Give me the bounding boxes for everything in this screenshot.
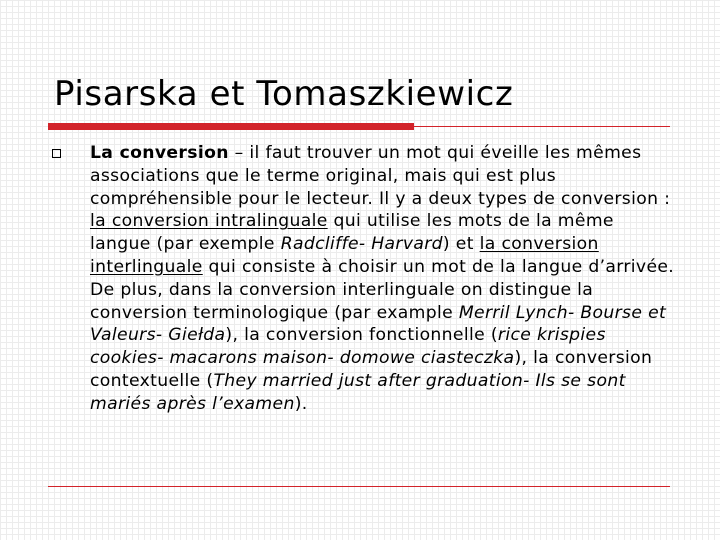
bullet-text-7: ).	[294, 393, 308, 414]
title-underline-accent	[48, 123, 414, 130]
bullet-text-6: ), la conversion contextuelle (	[90, 348, 653, 391]
term-intralinguale: la conversion intralinguale	[90, 211, 328, 232]
bullet-text-4: qui consiste à choisir un mot de la langue d’arrivée. De plus, dans la conversion interlinguale on distingue la conversion terminologique (par example	[90, 256, 675, 323]
square-bullet-icon	[52, 149, 61, 158]
bottom-divider	[48, 486, 670, 487]
bullet-text-5: ), la conversion fonctionnelle (	[225, 325, 498, 346]
example-merril-lynch: Merril Lynch- Bourse et Valeurs- Giełda	[90, 302, 667, 346]
slide-title: Pisarska et Tomaszkiewicz	[54, 74, 514, 114]
bullet-text-2: qui utilise les mots de la même langue (par exemple	[90, 211, 614, 255]
bullet-text-3: ) et	[442, 234, 480, 255]
example-they-married: They married just after graduation- Ils se sont mariés après l’examen	[90, 370, 626, 414]
bullet-text-1: – il faut trouver un mot qui éveille les mêmes associations que le terme original, mais qui est plus compréhensible pour le lecteur. Il y a deux types de conversion :	[90, 143, 671, 209]
example-rice-krispies: rice krispies cookies- macarons maison- domowe ciasteczka	[90, 325, 606, 369]
bullet-lead-term: La conversion	[90, 143, 229, 163]
bullet-paragraph	[90, 142, 680, 416]
example-radcliffe: Radcliffe- Harvard	[280, 234, 443, 255]
term-interlinguale: la conversion interlinguale	[90, 234, 599, 277]
